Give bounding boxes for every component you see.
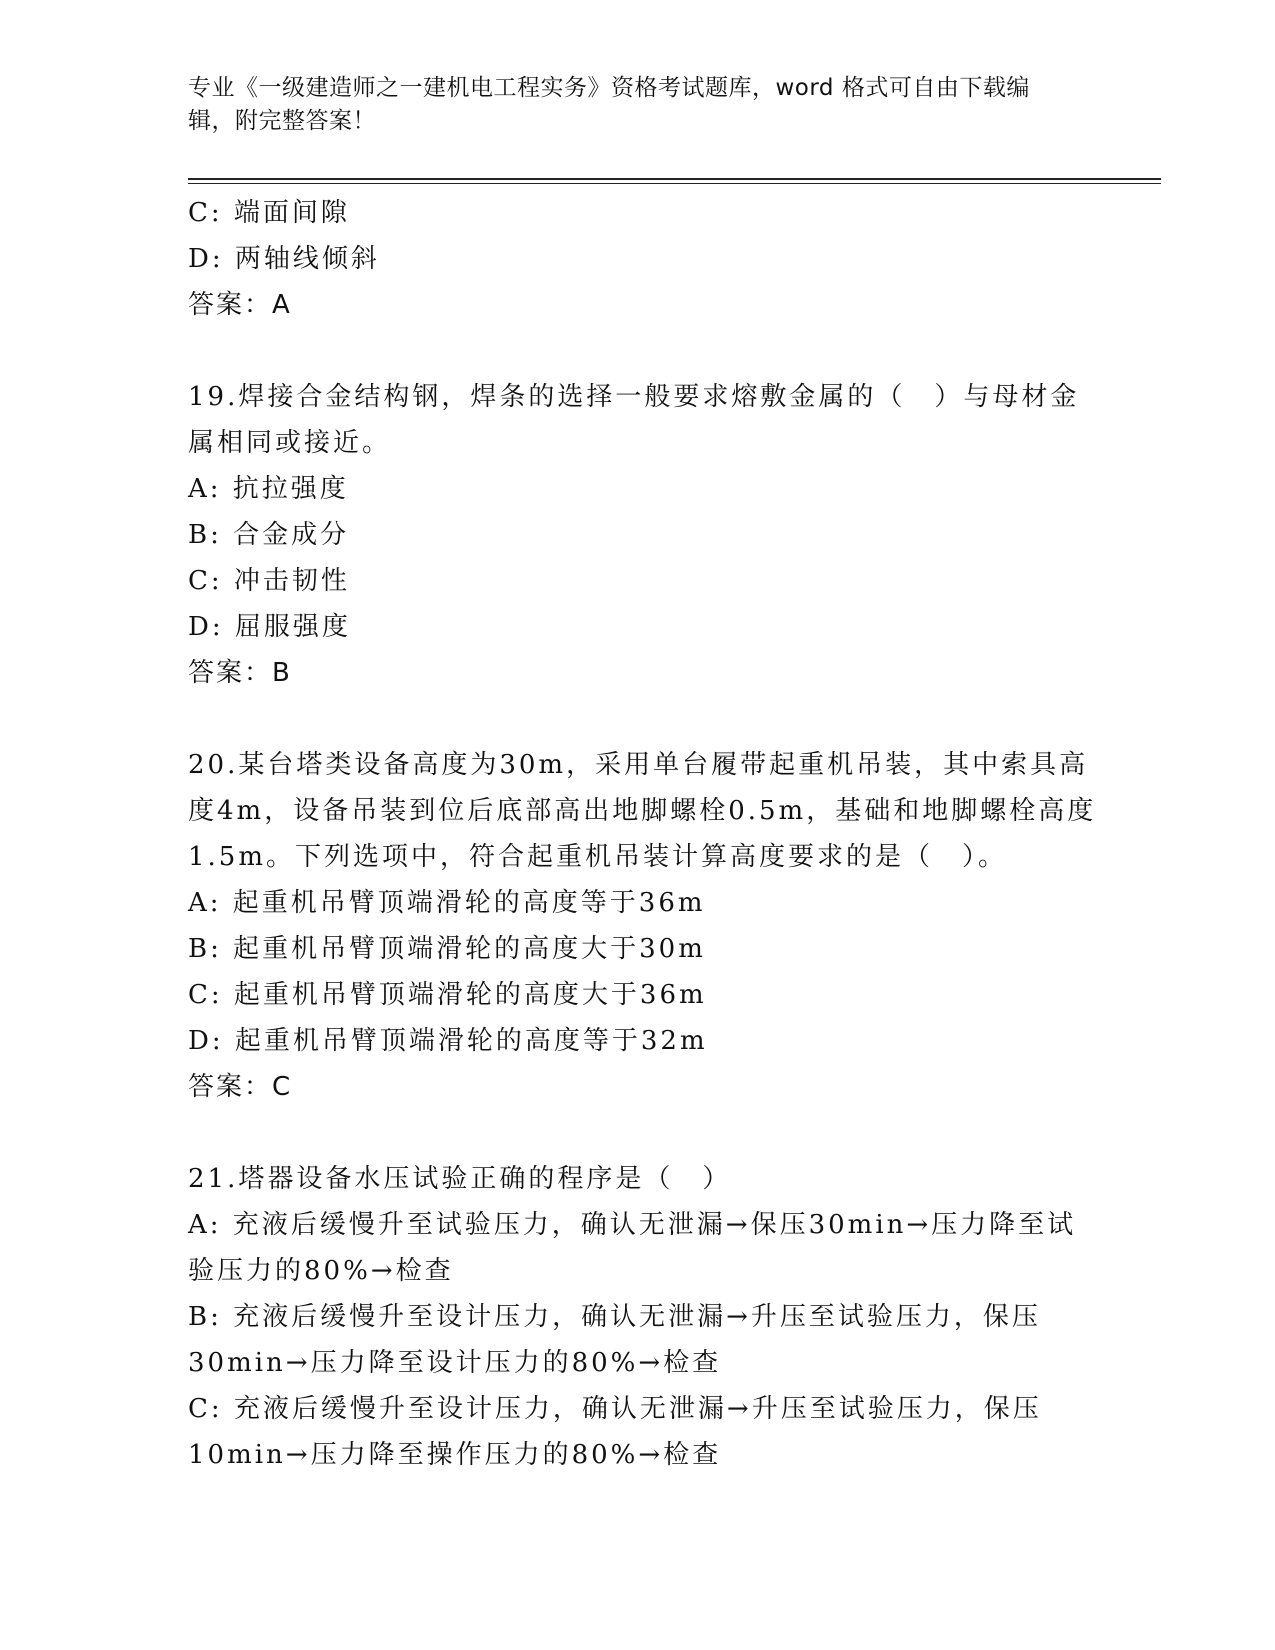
option-c: C: 冲击韧性 (188, 566, 350, 596)
answer-label: 答案：B (188, 658, 292, 688)
option-d: D: 两轴线倾斜 (188, 244, 380, 274)
question-stem: 21.塔器设备水压试验正确的程序是（ ） (188, 1164, 732, 1194)
header-divider-thin (188, 183, 1161, 184)
header-line-1: 专业《一级建造师之一建机电工程实务》资格考试题库，word 格式可自由下载编 (188, 75, 1030, 101)
option-b: B: 合金成分 (188, 520, 350, 550)
option-c: C: 充液后缓慢升至设计压力，确认无泄漏→升压至试验压力，保压 (188, 1394, 1042, 1424)
option-a: A: 起重机吊臂顶端滑轮的高度等于36m (188, 888, 706, 918)
option-c: C: 起重机吊臂顶端滑轮的高度大于36m (188, 980, 707, 1010)
question-stem: 19.焊接合金结构钢，焊条的选择一般要求熔敷金属的（ ）与母材金 (188, 382, 1080, 412)
option-b: B: 充液后缓慢升至设计压力，确认无泄漏→升压至试验压力，保压 (188, 1302, 1041, 1332)
option-c-cont: 10min→压力降至操作压力的80%→检查 (188, 1440, 722, 1470)
question-stem-cont: 属相同或接近。 (188, 428, 392, 458)
question-stem: 20.某台塔类设备高度为30m，采用单台履带起重机吊装，其中索具高 (188, 750, 1089, 780)
question-stem-cont: 1.5m。下列选项中，符合起重机吊装计算高度要求的是（ ）。 (188, 842, 1008, 872)
question-21 (188, 1156, 1088, 1478)
question-18-tail (188, 190, 1088, 328)
option-b-cont: 30min→压力降至设计压力的80%→检查 (188, 1348, 722, 1378)
header-line-2: 辑，附完整答案！ (188, 108, 376, 134)
document-header (188, 72, 1078, 138)
spacer (188, 696, 1088, 742)
option-d: D: 屈服强度 (188, 612, 351, 642)
spacer (188, 328, 1088, 374)
question-content (188, 190, 1097, 1478)
question-20 (188, 742, 1097, 1110)
header-divider-thick (188, 178, 1161, 180)
option-a: A: 抗拉强度 (188, 474, 349, 504)
question-stem-cont: 度4m，设备吊装到位后底部高出地脚螺栓0.5m，基础和地脚螺栓高度 (188, 796, 1097, 826)
option-b: B: 起重机吊臂顶端滑轮的高度大于30m (188, 934, 706, 964)
question-19 (188, 374, 1088, 696)
option-a: A: 充液后缓慢升至试验压力，确认无泄漏→保压30min→压力降至试 (188, 1210, 1077, 1240)
spacer (188, 1110, 1088, 1156)
option-d: D: 起重机吊臂顶端滑轮的高度等于32m (188, 1026, 708, 1056)
option-a-cont: 验压力的80%→检查 (188, 1256, 454, 1286)
answer-label: 答案：C (188, 1072, 293, 1102)
answer-label: 答案：A (188, 290, 292, 320)
option-c: C: 端面间隙 (188, 198, 350, 228)
